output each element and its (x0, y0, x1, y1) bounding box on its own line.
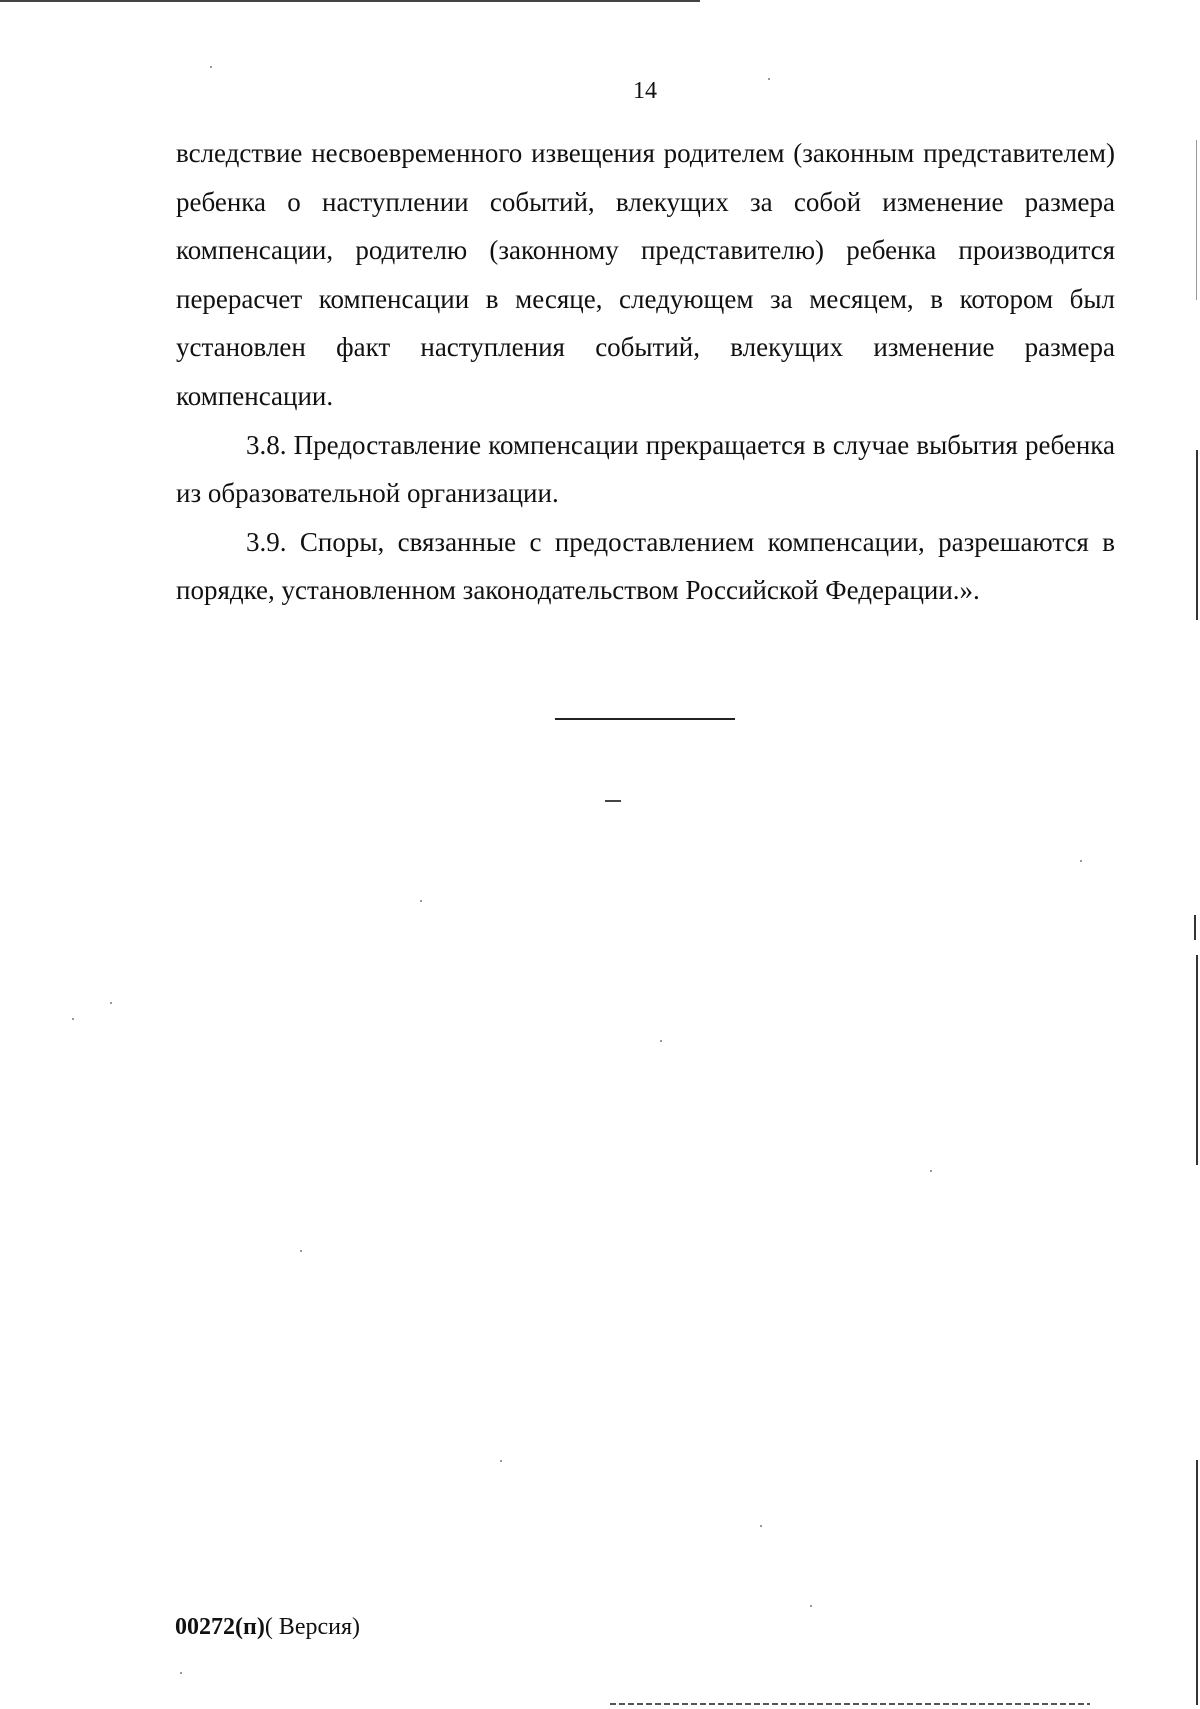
scan-speck (1080, 860, 1082, 862)
top-border-rule (0, 0, 700, 2)
scan-speck (500, 1460, 502, 1462)
scan-speck (605, 800, 621, 802)
scan-speck (660, 1040, 662, 1042)
scan-speck (810, 1605, 812, 1607)
scan-speck (72, 1018, 74, 1020)
scan-speck (760, 1525, 762, 1527)
paragraph-continuation: вследствие несвоевременного извещения родителем (законным представителем) ребенка о наступлении событий, влекущих за собой изменение размера компенсации, родителю (законному представителю) ребенка производится перерасчет компенсации в месяце, следующем за месяцем, в котором был установлен факт наступления событий, влекущих изменение размера компенсации. (176, 138, 1115, 411)
scan-speck (180, 1672, 182, 1674)
scan-edge-mark (1196, 450, 1198, 620)
scan-speck (210, 66, 212, 68)
page-number: 14 (633, 78, 657, 104)
end-of-document-rule (555, 718, 735, 720)
scan-edge-mark (1196, 955, 1198, 1165)
scan-speck (768, 78, 770, 80)
scan-speck (930, 1170, 932, 1172)
document-version: ( Версия) (264, 1614, 360, 1640)
paragraph-3-9: 3.9. Споры, связанные с предоставлением компенсации, разрешаются в порядке, установленном законодательством Российской Федерации.». (176, 526, 1115, 606)
scan-edge-mark (1196, 140, 1197, 300)
document-code: 00272(п) (175, 1614, 265, 1640)
footer-document-code (175, 1612, 360, 1642)
scan-speck (110, 1002, 112, 1004)
scan-speck (420, 900, 422, 902)
scan-edge-mark (1196, 1460, 1198, 1705)
scan-speck (300, 1250, 302, 1252)
document-body (176, 129, 1115, 615)
scan-bottom-mark (610, 1703, 1090, 1705)
scan-edge-mark (1194, 915, 1196, 940)
paragraph-3-8: 3.8. Предоставление компенсации прекращается в случае выбытия ребенка из образовательной организации. (176, 429, 1115, 509)
